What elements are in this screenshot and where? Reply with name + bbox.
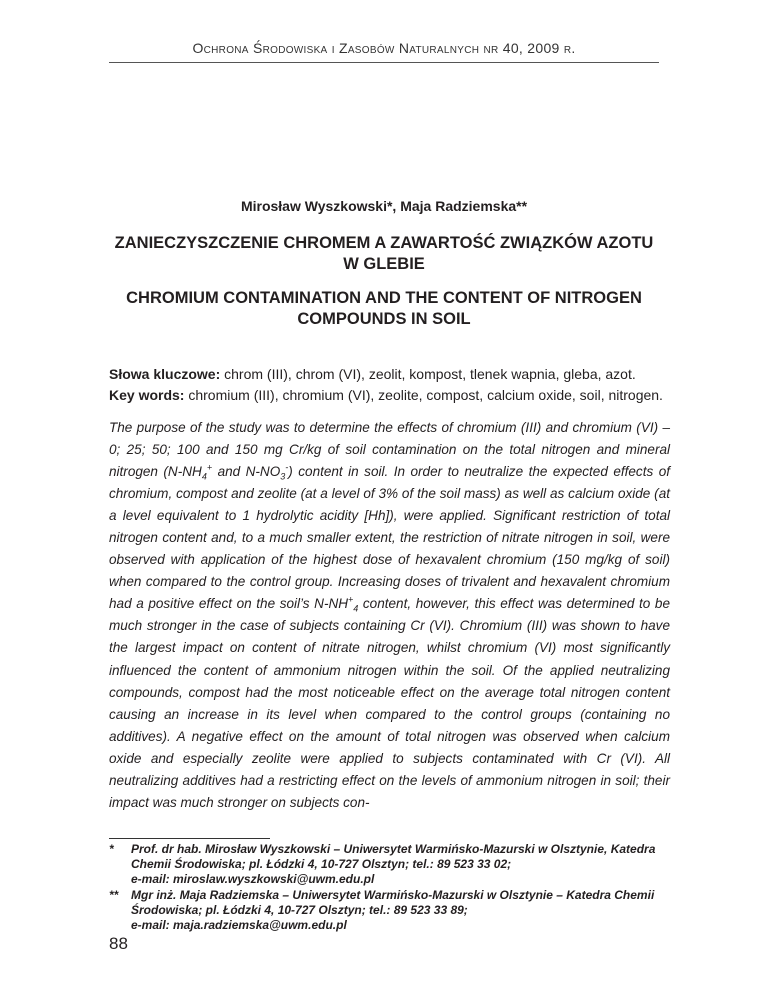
- subscript: 4: [353, 604, 359, 615]
- issue-info: nr 40, 2009 r.: [483, 40, 576, 56]
- footnotes: [109, 842, 670, 933]
- footnote-line: Prof. dr hab. Mirosław Wyszkowski – Uniwersytet Warmińsko-Mazurski w Olsztynie, Katedra: [131, 842, 656, 856]
- keywords-english: [109, 385, 668, 406]
- footnote-line: Mgr inż. Maja Radziemska – Uniwersytet Warmińsko-Mazurski w Olsztynie – Katedra Chemii: [131, 887, 655, 902]
- running-header: [109, 40, 659, 56]
- superscript: +: [206, 462, 213, 473]
- footnote-text: [131, 888, 670, 934]
- footnote-email: e-mail: maja.radziemska@uwm.edu.pl: [131, 918, 347, 933]
- footnote-mark: **: [109, 887, 119, 902]
- footnote-line: Środowiska; pl. Łódzki 4, 10-727 Olsztyn; tel.: 89 523 33 89;: [131, 902, 468, 917]
- footnote-email: e-mail: miroslaw.wyszkowski@uwm.edu.pl: [131, 872, 375, 887]
- footnote-text: [131, 842, 670, 888]
- journal-name: Ochrona Środowiska i Zasobów Naturalnych: [192, 40, 480, 56]
- title-polish: ZANIECZYSZCZENIE CHROMEM A ZAWARTOŚĆ ZWIĄZKÓW AZOTU W GLEBIE: [114, 234, 654, 273]
- abstract: [109, 417, 670, 814]
- keywords-polish-label: Słowa kluczowe:: [109, 366, 221, 382]
- footnote: [109, 888, 670, 934]
- authors: Mirosław Wyszkowski*, Maja Radziemska**: [240, 198, 528, 214]
- page-number: 88: [109, 934, 128, 953]
- footnote-mark: *: [109, 842, 114, 856]
- subscript: 3: [280, 471, 286, 482]
- title-english: CHROMIUM CONTAMINATION AND THE CONTENT OF NITROGEN COMPOUNDS IN SOIL: [126, 289, 642, 328]
- keywords-english-label: Key words:: [109, 387, 185, 403]
- superscript: +: [348, 594, 354, 605]
- abstract-text: content, however, this effect was determined to be much stronger in the case of subjects containing Cr (VI). Chromium (III) was shown to have the largest impact on content of nitrate nitrogen, whilst chromium (VI) most significantly influenced the content of ammonium nitrogen within the soil. Of the applied neutralizing compounds, compost had the most noticeable effect on the average total nitrogen content causing an increase in its level when compared to the control groups (containing no additives). A negative effect on the amount of total nitrogen was observed when calcium oxide and especially zeolite were applied to subjects contaminated with Cr (VI). All neutralizing additives had a restricting effect on the levels of ammonium nitrogen in soil; their impact was much stronger on subjects con-: [109, 596, 670, 810]
- subscript: 4: [201, 471, 207, 482]
- abstract-text: and N-NO: [212, 464, 281, 480]
- header-rule: [109, 62, 659, 63]
- keywords-polish-text: chrom (III), chrom (VI), zeolit, kompost, tlenek wapnia, gleba, azot.: [220, 366, 636, 382]
- abstract-text: ) content in soil. In order to neutralize the expected effects of chromium, compost and zeolite (at a level of 3% of the soil mass) as well as calcium oxide (at a level equivalent to 1 hydrolytic acidity [Hh]), were applied. Significant restriction of total nitrogen content and, to a much smaller extent, the restriction of nitrate nitrogen in soil, were observed with application of the highest dose of hexavalent chromium (150 mg/kg of soil) when compared to the control group. Increasing doses of trivalent and hexavalent chromium had a positive effect on the soil’s N-NH: [109, 464, 671, 612]
- keywords-polish: [109, 364, 668, 385]
- footnote-line: Chemii Środowiska; pl. Łódzki 4, 10-727 Olsztyn; tel.: 89 523 33 02;: [131, 857, 512, 872]
- footnote: [109, 842, 670, 888]
- abstract-text: The purpose of the study was to determine the effects of chromium (III) and chromium (VI) – 0; 25; 50; 100 and 150 mg Cr/kg of soil contamination on the total nitrogen and mineral nitrogen (N-NH: [109, 420, 670, 480]
- footnote-rule: [109, 838, 270, 839]
- superscript: -: [285, 462, 289, 473]
- keywords-block: [109, 364, 668, 406]
- keywords-english-text: chromium (III), chromium (VI), zeolite, compost, calcium oxide, soil, nitrogen.: [184, 387, 663, 403]
